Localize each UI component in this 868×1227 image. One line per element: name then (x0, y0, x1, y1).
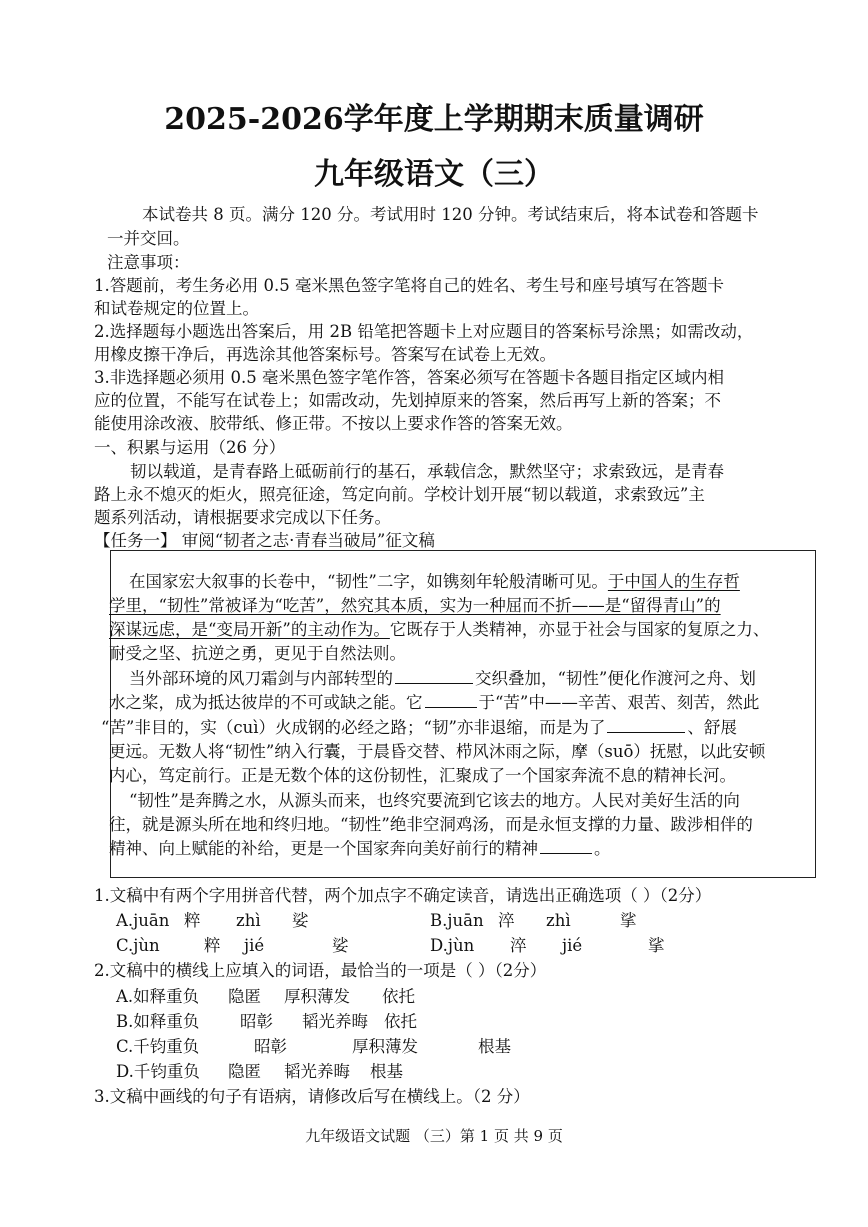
essay-line: 耐受之坚、抗逆之勇，更见于自然法则。 (109, 644, 406, 663)
option-text: 粹 (204, 936, 221, 955)
essay-text: 于“苦”中——辛苦、艰苦、刻苦，然此 (478, 693, 760, 712)
question-stem: 2.文稿中的横线上应填入的词语，最恰当的一项是（ ）（2分） (94, 961, 547, 980)
essay-text: 精神、向上赋能的补给，更是一个国家奔向美好前行的精神 (109, 839, 538, 858)
option-text: D.千钧重负 (116, 1062, 200, 1081)
essay-text: 在国家宏大叙事的长卷中，“韧性”二字，如镌刻年轮般清晰可见。 (129, 572, 608, 591)
underlined-sentence: 学里，“韧性”常被译为“吃苦”，然究其本质，实为一种屈而不折——是“留得青山”的 (109, 596, 721, 615)
essay-line (101, 717, 737, 739)
option-b[interactable] (430, 910, 637, 932)
fill-blank (425, 693, 477, 708)
essay-text: “苦”非目的，实（cuì）火成钢的必经之路；“韧”亦非退缩，而是为了 (101, 718, 606, 737)
essay-text: 交织叠加，“韧性”便化作渡河之舟、划 (475, 669, 756, 688)
essay-line: 内心，笃定前行。正是无数个体的这份韧性，汇聚成了一个国家奔流不息的精神长河。 (109, 766, 736, 785)
page-footer: 九年级语文试题 （三）第 1 页 共 9 页 (305, 1127, 563, 1145)
option-text: zhì (546, 911, 571, 930)
note-line: 能使用涂改液、胶带纸、修正带。不按以上要求作答的答案无效。 (94, 414, 573, 433)
option-text: 粹 (184, 911, 201, 930)
essay-box (101, 550, 816, 878)
option-d[interactable] (116, 1061, 403, 1083)
exam-title: 2025-2026学年度上学期期末质量调研 (164, 102, 704, 137)
option-c[interactable] (116, 935, 349, 957)
option-d[interactable] (430, 935, 665, 957)
option-text: 娑 (332, 936, 349, 955)
essay-text: 。 (594, 839, 611, 858)
option-text: 隐匿 (228, 987, 261, 1006)
option-text: C.千钧重负 (116, 1037, 200, 1056)
option-text: 根基 (370, 1062, 403, 1081)
section-intro-line: 韧以载道，是青春路上砥砺前行的基石，承载信念，默然坚守；求索致远，是青春 (130, 462, 724, 481)
option-text: 厚积薄发 (352, 1037, 418, 1056)
essay-text: 当外部环境的风刀霜剑与内部转型的 (129, 669, 393, 688)
note-line: 1.答题前，考生务必用 0.5 毫米黑色签字笔将自己的姓名、考生号和座号填写在答题卡 (94, 276, 724, 295)
essay-text: 、舒展 (687, 718, 737, 737)
note-line: 3.非选择题必须用 0.5 毫米黑色签字笔作答，答案必须写在答题卡各题目指定区域内相 (94, 368, 724, 387)
option-text: 昭彰 (254, 1037, 287, 1056)
task-heading: 【任务一】 审阅“韧者之志·青春当破局”征文稿 (94, 531, 435, 550)
essay-text: 水之桨，成为抵达彼岸的不可或缺之能。它 (109, 693, 423, 712)
underlined-sentence: 于中国人的生存哲 (607, 572, 740, 591)
option-text: zhì (236, 911, 261, 930)
essay-line (109, 692, 759, 714)
option-text: 挲 (648, 936, 665, 955)
option-text: jié (562, 936, 583, 955)
option-a[interactable] (116, 986, 415, 1008)
option-text: 挲 (620, 911, 637, 930)
fill-blank (540, 839, 592, 854)
note-line: 用橡皮擦干净后，再选涂其他答案标号。答案写在试卷上无效。 (94, 345, 556, 364)
option-text: 淬 (510, 936, 527, 955)
option-text: A.如释重负 (116, 987, 200, 1006)
option-text: 韬光养晦 (284, 1062, 350, 1081)
option-a[interactable] (116, 910, 309, 932)
intro-line: 本试卷共 8 页。满分 120 分。考试用时 120 分钟。考试结束后，将本试卷和答题卡 (142, 205, 759, 224)
note-line: 2.选择题每小题选出答案后，用 2B 铅笔把答题卡上对应题目的答案标号涂黑；如需改动， (94, 322, 754, 341)
option-text: 隐匿 (228, 1062, 261, 1081)
option-text: B.juān (430, 911, 484, 930)
option-text: jié (244, 936, 265, 955)
option-text: 淬 (498, 911, 515, 930)
section-intro-line: 题系列活动，请根据要求完成以下任务。 (94, 508, 391, 527)
option-text: 厚积薄发 (284, 987, 350, 1006)
option-text: A.juān (116, 911, 170, 930)
option-text: 昭彰 (240, 1012, 273, 1031)
exam-subtitle: 九年级语文（三） (314, 157, 554, 192)
question-stem: 3.文稿中画线的句子有语病，请修改后写在横线上。（2 分） (94, 1087, 530, 1106)
option-c[interactable] (116, 1036, 511, 1058)
option-text: 依托 (382, 987, 415, 1006)
fill-blank (395, 669, 473, 684)
note-line: 应的位置，不能写在试卷上；如需改动，先划掉原来的答案，然后再写上新的答案；不 (94, 391, 721, 410)
option-text: 韬光养晦 (302, 1012, 368, 1031)
notes-heading: 注意事项： (107, 253, 190, 272)
essay-line: 更远。无数人将“韧性”纳入行囊，于晨昏交替、栉风沐雨之际，摩（suō）抚慰，以此安顿 (109, 742, 766, 761)
option-text: 娑 (292, 911, 309, 930)
essay-line (129, 571, 740, 593)
essay-line (109, 595, 721, 617)
essay-line (109, 619, 769, 641)
question-stem: 1.文稿中有两个字用拼音代替，两个加点字不确定读音，请选出正确选项（ ）（2分） (94, 886, 712, 905)
option-text: 依托 (384, 1012, 417, 1031)
option-text: D.jùn (430, 936, 475, 955)
essay-line: “韧性”是奔腾之水，从源头而来，也终究要流到它该去的地方。人民对美好生活的向 (129, 791, 740, 810)
option-b[interactable] (116, 1011, 417, 1033)
fill-blank (607, 718, 685, 733)
note-line: 和试卷规定的位置上。 (94, 299, 259, 318)
essay-line: 往，就是源头所在地和终归地。“韧性”绝非空洞鸡汤，而是永恒支撑的力量、跋涉相伴的 (109, 815, 753, 834)
option-text: C.jùn (116, 936, 160, 955)
intro-line: 一并交回。 (107, 229, 190, 248)
essay-line (129, 668, 756, 690)
section-intro-line: 路上永不熄灭的炬火，照亮征途，笃定向前。学校计划开展“韧以载道，求索致远”主 (94, 485, 705, 504)
option-text: B.如释重负 (116, 1012, 200, 1031)
option-text: 根基 (478, 1037, 511, 1056)
essay-text: 它既存于人类精神，亦显于社会与国家的复原之力、 (389, 620, 770, 639)
section-heading: 一、积累与运用（26 分） (94, 438, 286, 457)
underlined-sentence: 深谋远虑，是“变局开新”的主动作为。 (109, 620, 390, 639)
essay-line (109, 838, 611, 860)
